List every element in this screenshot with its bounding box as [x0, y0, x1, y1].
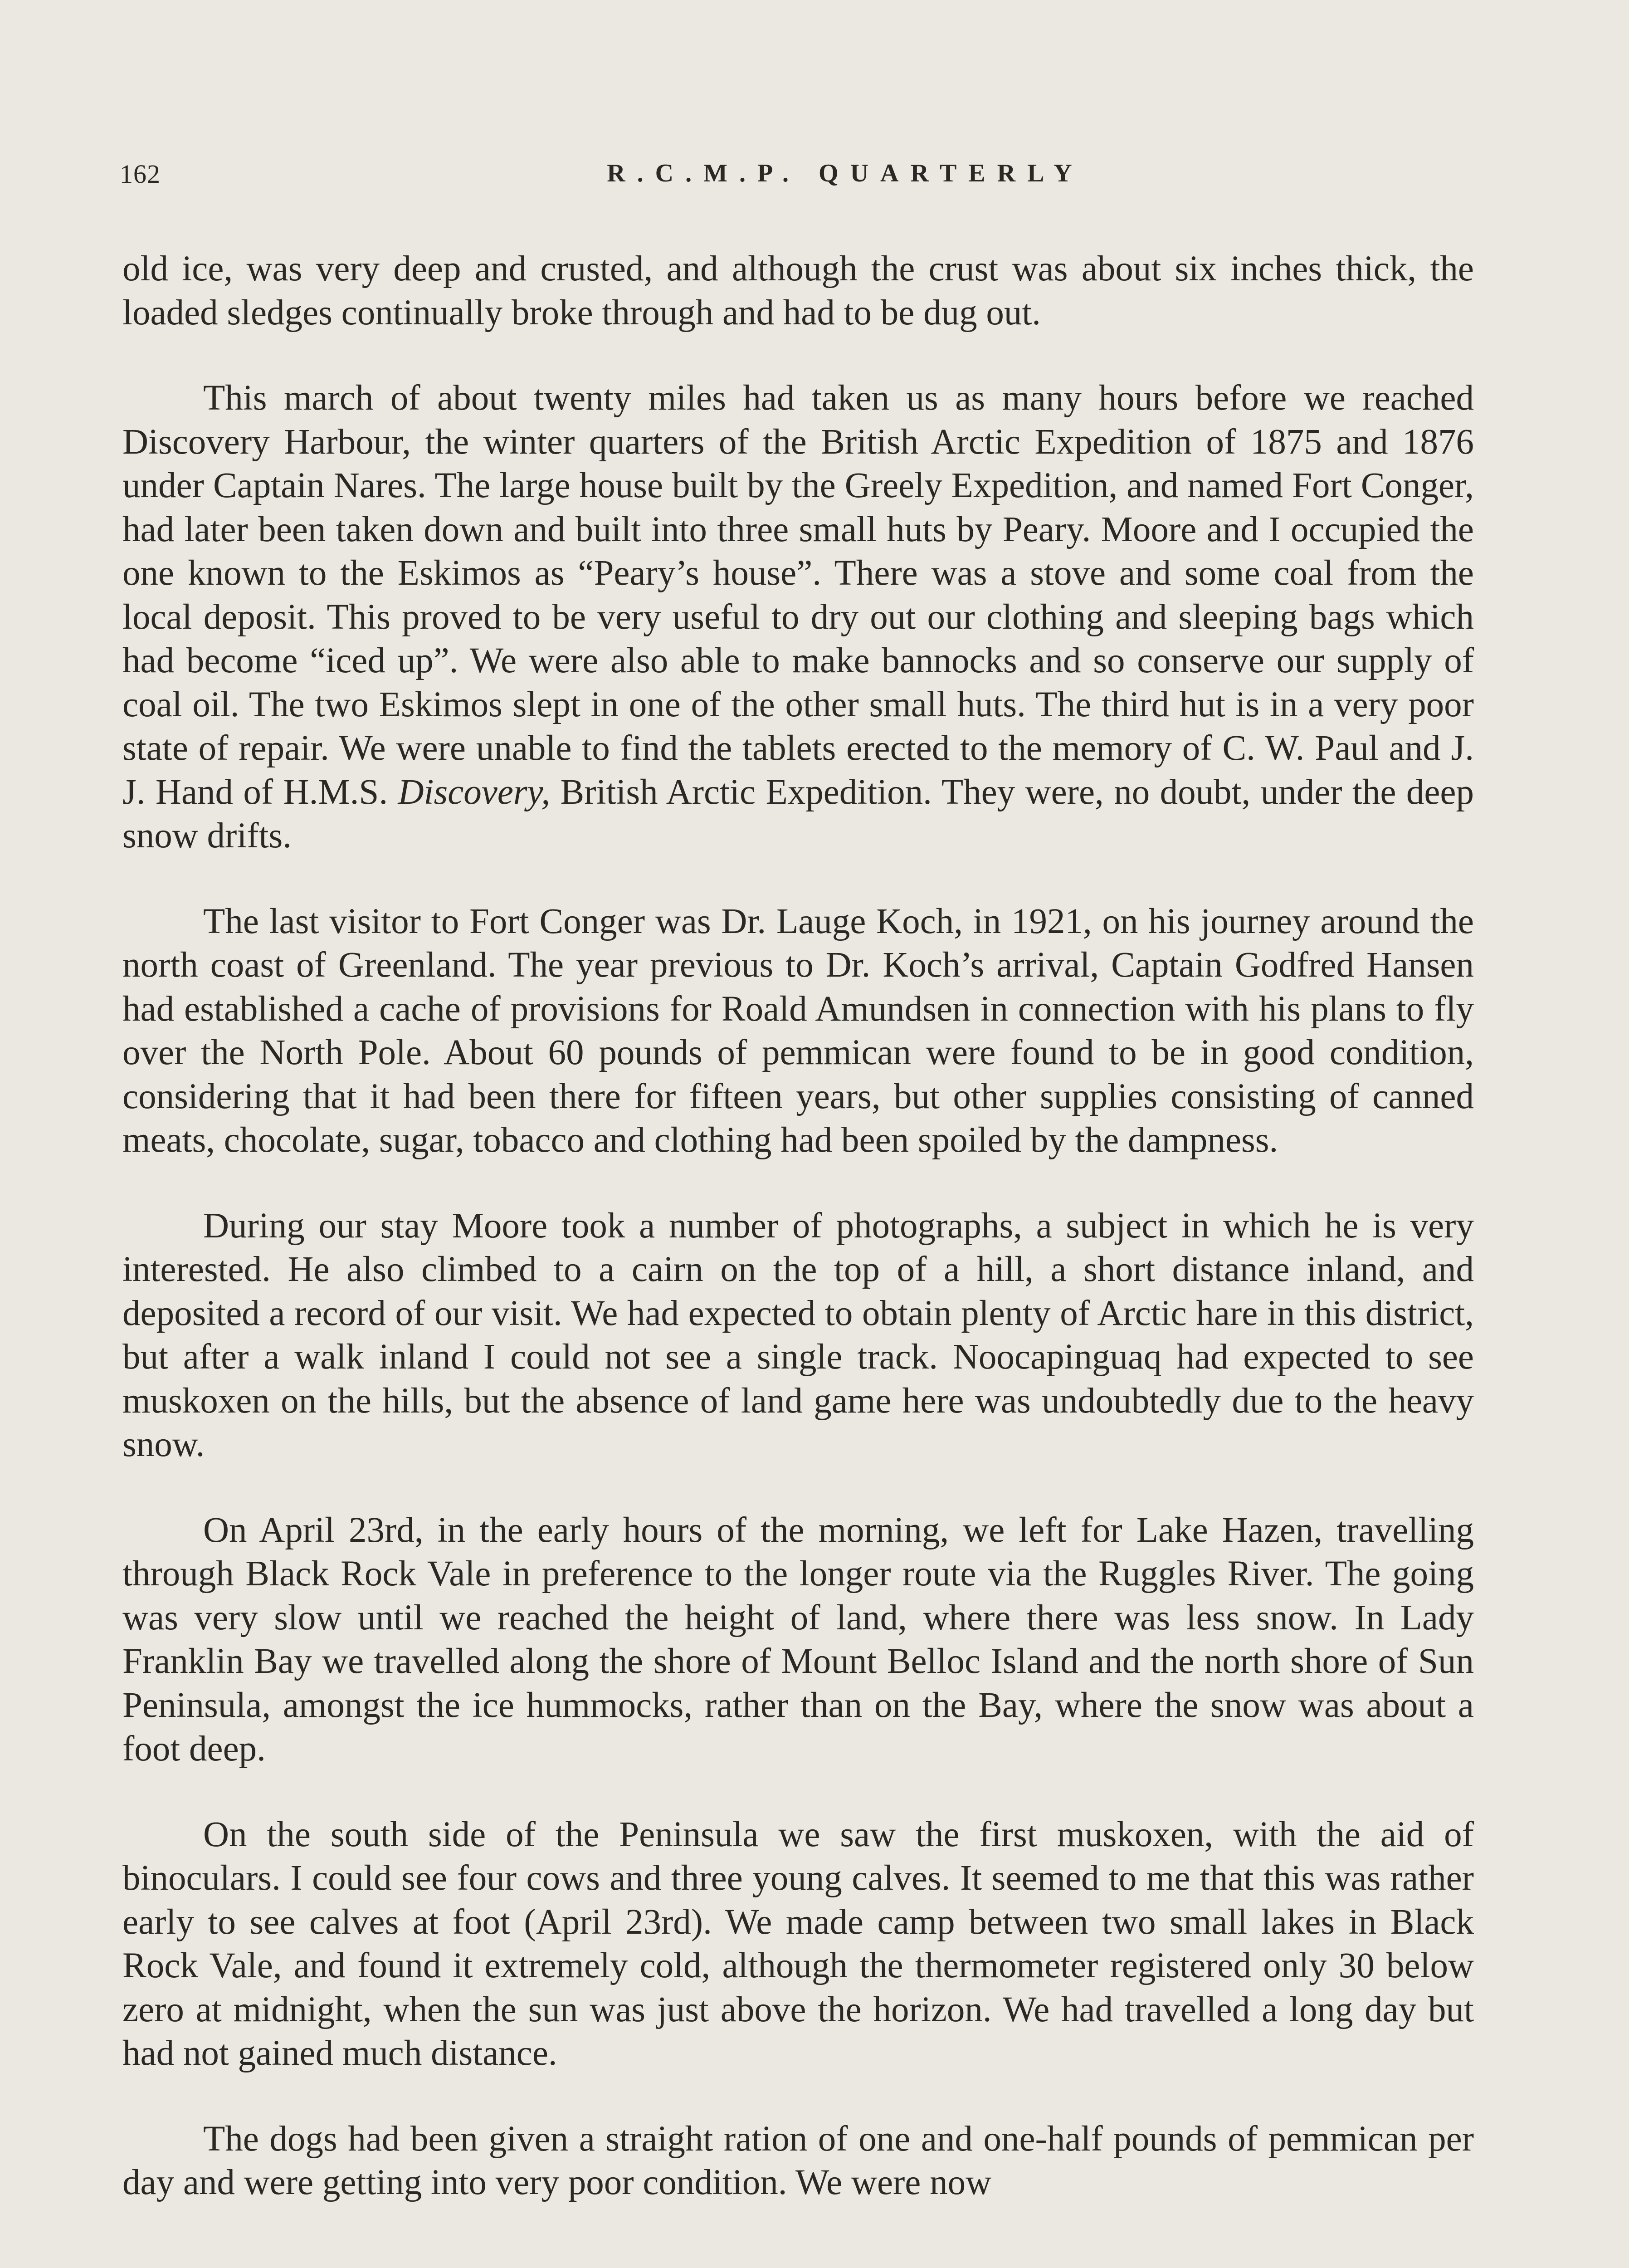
- page-number: 162: [120, 159, 161, 189]
- page-header: [120, 159, 1474, 200]
- paragraph-text: British Arctic Expedition. They were, no doubt, under the deep snow drifts.: [122, 772, 1474, 855]
- article-body: [122, 247, 1474, 2205]
- paragraph: old ice, was very deep and crusted, and although the crust was about six inches thick, the loaded sledges continually broke through and had to be dug out.: [122, 249, 1474, 332]
- paragraph: The last visitor to Fort Conger was Dr. Lauge Koch, in 1921, on his journey around the north coast of Greenland. The year previous to Dr. Koch’s arrival, Captain Godfred Hansen had established a cache of provisions for Roald Amundsen in connection with his plans to fly over the North Pole. About 60 pounds of pemmican were found to be in good condition, considering that it had been there for fifteen years, but other supplies consisting of canned meats, chocolate, sugar, tobacco and clothing had been spoiled by the dampness.: [122, 901, 1474, 1160]
- paragraph: During our stay Moore took a number of photographs, a subject in which he is very interested. He also climbed to a cairn on the top of a hill, a short distance inland, and deposited a record of our visit. We had expected to obtain plenty of Arctic hare in this district, but after a walk inland I could not see a single track. Noocapinguaq had expected to see muskoxen on the hills, but the absence of land game here was undoubtedly due to the heavy snow.: [122, 1206, 1474, 1464]
- running-head: R.C.M.P. QUARTERLY: [607, 159, 1084, 187]
- paragraph: [122, 376, 1474, 858]
- paragraph: The dogs had been given a straight ration of one and one-half pounds of pemmican per day and were getting into very poor condition. We were now: [122, 2119, 1474, 2202]
- ship-name: Discovery,: [398, 772, 551, 812]
- paragraph: On April 23rd, in the early hours of the morning, we left for Lake Hazen, travelling through Black Rock Vale in preference to the longer route via the Ruggles River. The going was very slow until we reached the height of land, where there was less snow. In Lady Franklin Bay we travelled along the shore of Mount Belloc Island and the north shore of Sun Peninsula, amongst the ice hummocks, rather than on the Bay, where the snow was about a foot deep.: [122, 1510, 1474, 1769]
- paragraph-text: This march of about twenty miles had taken us as many hours before we reached Discovery Harbour, the winter quarters of the British Arctic Expedition of 1875 and 1876 under Captain Nares. The large house built by the Greely Expedition, and named Fort Conger, had later been taken down and built into three small huts by Peary. Moore and I occupied the one known to the Eskimos as “Peary’s house”. There was a stove and some coal from the local deposit. This proved to be very useful to dry out our clothing and sleeping bags which had become “iced up”. We were also able to make bannocks and so conserve our supply of coal oil. The two Eskimos slept in one of the other small huts. The third hut is in a very poor state of repair. We were unable to find the tablets erected to the memory of C. W. Paul and J. J. Hand of H.M.S.: [122, 378, 1474, 812]
- paragraph: On the south side of the Peninsula we saw the first muskoxen, with the aid of binoculars. I could see four cows and three young calves. It seemed to me that this was rather early to see calves at foot (April 23rd). We made camp between two small lakes in Black Rock Vale, and found it extremely cold, although the thermometer registered only 30 below zero at midnight, when the sun was just above the horizon. We had travelled a long day but had not gained much distance.: [122, 1814, 1474, 2073]
